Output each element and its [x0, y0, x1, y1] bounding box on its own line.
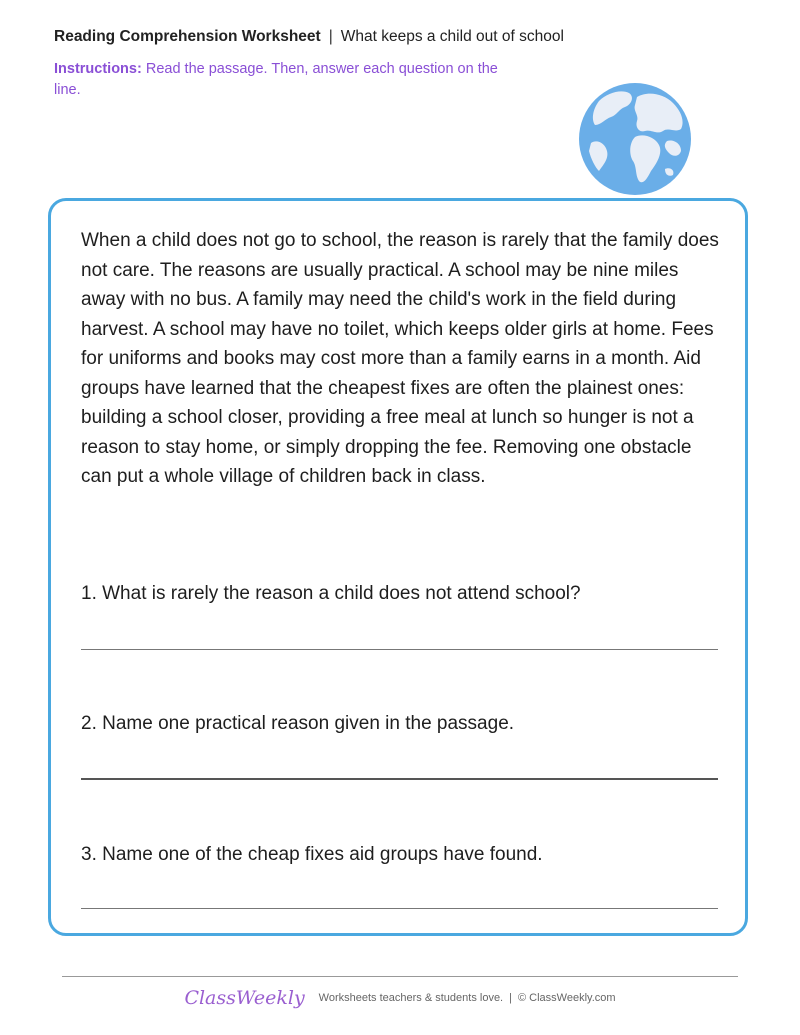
- instructions-text: Read the passage. Then, answer each question on the line.: [54, 61, 498, 98]
- worksheet-header: [54, 28, 564, 46]
- question-3: 3. Name one of the cheap fixes aid groups have found.: [81, 844, 543, 865]
- question-1: 1. What is rarely the reason a child does not attend school?: [81, 583, 581, 604]
- footer-copyright: © ClassWeekly.com: [517, 992, 616, 1004]
- footer-tagline: Worksheets teachers & students love.: [318, 992, 504, 1004]
- footer-divider: [62, 976, 738, 977]
- footer-separator: |: [509, 992, 512, 1004]
- instructions: [54, 59, 514, 101]
- instructions-label: Instructions:: [54, 61, 142, 77]
- answer-line-2[interactable]: [81, 778, 718, 780]
- classweekly-logo: ClassWeekly: [184, 987, 305, 1009]
- header-separator: |: [328, 28, 333, 45]
- answer-line-1[interactable]: [81, 649, 718, 650]
- globe-land-europe: [635, 94, 683, 133]
- worksheet-title: Reading Comprehension Worksheet: [54, 28, 321, 45]
- answer-line-3[interactable]: [81, 908, 718, 909]
- reading-passage: When a child does not go to school, the reason is rarely that the family does not care. The reasons are usually practical. A school may be nine miles away with no bus. A family may need the child's work in the field during harvest. A school may have no toilet, which keeps older girls at home. Fees for uniforms and books may cost more than a family earns in a month. Aid groups have learned that the cheapest fixes are often the plainest ones: building a school closer, providing a free meal at lunch so hunger is not a reason to stay home, or simply dropping the fee. Removing one obstacle can put a whole village of children back in class.: [81, 230, 719, 487]
- worksheet-subtitle: What keeps a child out of school: [340, 28, 564, 45]
- question-2: 2. Name one practical reason given in the passage.: [81, 713, 515, 734]
- footer: [0, 987, 800, 1009]
- globe-icon: [577, 81, 693, 197]
